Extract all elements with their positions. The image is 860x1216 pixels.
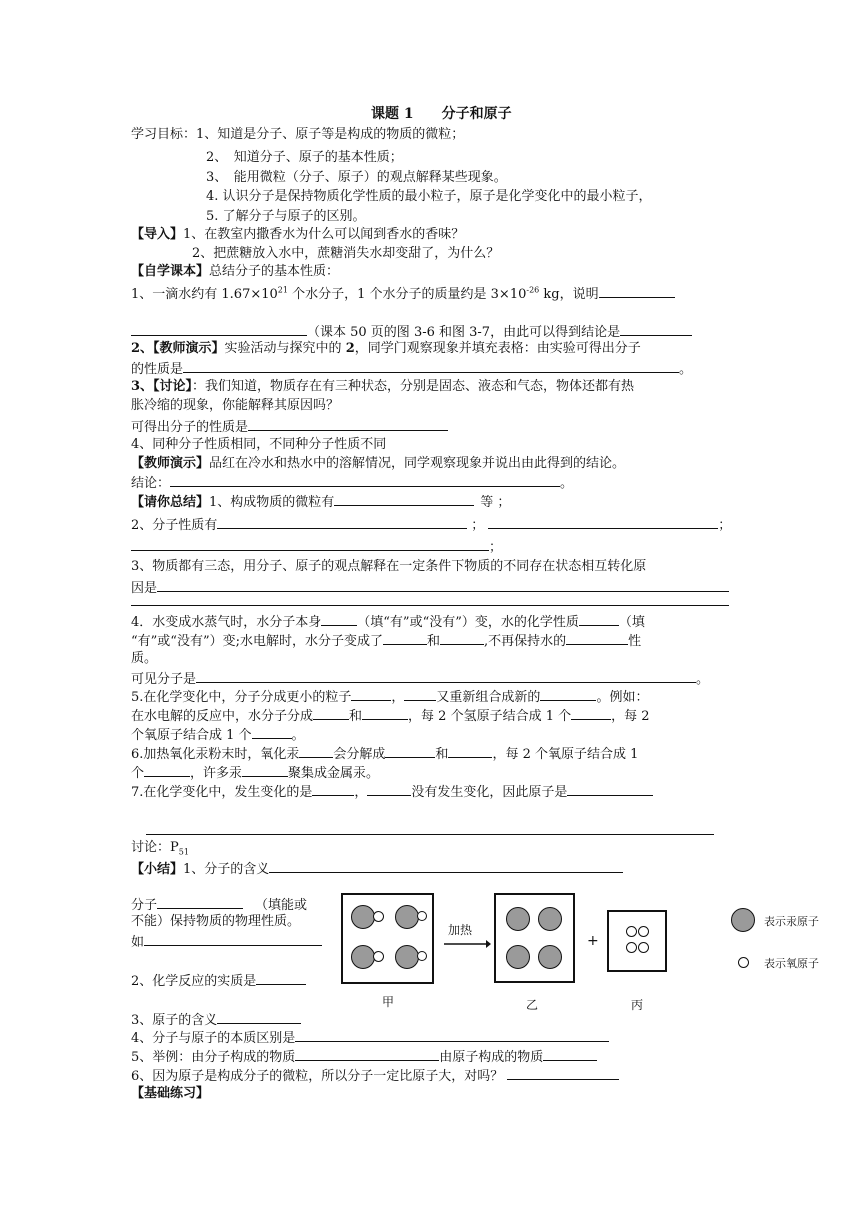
blank-item-1-a[interactable]	[599, 285, 675, 298]
mercury-atom	[506, 945, 530, 969]
selfstudy-tag: 【自学课本】	[131, 264, 210, 279]
blank-q5-c[interactable]	[540, 688, 596, 701]
q4-text-f: ,不再保持水的	[483, 634, 567, 649]
q7-text-c: 没有发生变化，因此原子是	[411, 785, 568, 800]
q7-text-a: 7.在化学变化中，发生变化的是	[131, 785, 313, 800]
q3-line-2	[131, 579, 729, 597]
item-1-text-b: 个水分子，1 个水分子的质量约是 3×10	[287, 287, 527, 302]
demo2-line	[131, 456, 625, 472]
q6-text-b: 会分解成	[333, 747, 386, 762]
item-3-tag: 3、【讨论】	[131, 379, 193, 394]
fig-text-line-3	[131, 933, 322, 951]
blank-q6-e[interactable]	[242, 764, 288, 777]
blank-item-1-c[interactable]	[620, 323, 692, 336]
mercury-atom	[351, 905, 375, 929]
props-line-2	[131, 538, 502, 556]
blank-props-c[interactable]	[131, 538, 489, 551]
q4-text-e: 和	[426, 634, 440, 649]
discuss-line	[131, 840, 189, 856]
goals-lead: 学习目标：	[131, 127, 197, 142]
q5-text-h: ，每 2	[611, 709, 650, 724]
q4-text-d: “有”或“没有”）变;水电解时，水分子变成了	[131, 634, 383, 649]
blank-summary[interactable]	[334, 493, 474, 506]
goal-3: 3、 能用微粒（分子、原子）的观点解释某些现象。	[206, 170, 507, 185]
q5-text-c: 又重新组合成新的	[436, 690, 541, 705]
fig-text-line-4	[131, 972, 306, 990]
item-1-exp2: -26	[526, 285, 540, 295]
q6-text-a: 6.加热氧化汞粉末时，氧化汞	[131, 747, 300, 762]
fig-text-b: （填能或	[255, 898, 308, 913]
figure-box-bing	[607, 910, 667, 972]
legend-oxygen-icon	[738, 957, 749, 968]
q5-line-3	[131, 726, 305, 744]
q5-end: 。	[291, 728, 305, 743]
blank-q4-c[interactable]	[383, 632, 427, 645]
blank-q7-c[interactable]	[567, 783, 653, 796]
q5-text-i: 个氧原子结合成 1 个	[131, 728, 252, 743]
q4-end: 。	[696, 672, 710, 687]
tail-line-4	[131, 1029, 609, 1047]
item-2-line	[131, 341, 641, 357]
q3-text-b: 因是	[131, 581, 158, 596]
blank-q5-f[interactable]	[571, 707, 611, 720]
fig-text-line-1	[131, 896, 307, 914]
blank-q3-rule[interactable]	[131, 605, 729, 606]
blank-q7-a[interactable]	[312, 783, 354, 796]
blank-q5-b[interactable]	[404, 688, 436, 701]
q7-line	[131, 783, 653, 801]
blank-tail-q5b[interactable]	[543, 1048, 597, 1061]
blank-q6-d[interactable]	[144, 764, 190, 777]
item-3-text-b: ：我们知道，物质存在有三种状态，分别是固态、液态和气态，物体还都有热	[192, 379, 635, 394]
blank-q7-rule[interactable]	[146, 834, 714, 835]
figure-label-bing: 丙	[631, 998, 644, 1012]
blank-q5-a[interactable]	[351, 688, 391, 701]
q3-line-1: 3、物质都有三态，用分子、原子的观点解释在一定条件下物质的不同存在状态相互转化原	[131, 559, 647, 574]
goal-2: 2、 知道分子、原子的基本性质；	[206, 150, 403, 165]
intro-tag: 【导入】	[131, 227, 184, 242]
intro-q2: 2、把蔗糖放入水中，蔗糖消失水却变甜了，为什么？	[192, 246, 500, 261]
item-3-text-c: 胀冷缩的现象，你能解释其原因吗？	[131, 398, 340, 413]
discuss-label: 讨论：P	[131, 840, 179, 855]
q4-text-a: 4．水变成水蒸气时，水分子本身	[131, 615, 322, 630]
q7-text-b: ，	[354, 785, 368, 800]
q4-text-g: 性	[628, 634, 642, 649]
oxygen-atom	[626, 942, 637, 953]
blank-item-3[interactable]	[248, 418, 448, 431]
summary-tag: 【请你总结】	[131, 495, 210, 510]
oxygen-atom	[417, 951, 427, 961]
item-3-line	[131, 379, 634, 395]
blank-item-2[interactable]	[183, 360, 679, 373]
goal-4: 4. 认识分子是保持物质化学性质的最小粒子，原子是化学变化中的最小粒子，	[206, 189, 652, 204]
q4-text-c: （填	[618, 615, 645, 630]
fig-text-e: 2、化学反应的实质是	[131, 974, 257, 989]
heat-label: 加热	[448, 923, 473, 937]
item-2-end: 。	[679, 362, 693, 377]
q5-line-2	[131, 707, 650, 725]
blank-q4-f[interactable]	[196, 670, 696, 683]
q6-line-1	[131, 745, 638, 763]
summary-text: 1、构成物质的微粒有	[209, 495, 335, 510]
plus-sign: +	[587, 933, 599, 949]
props-end: ；	[489, 540, 503, 555]
item-3-text-d: 可得出分子的性质是	[131, 420, 249, 435]
figure-box-yi	[494, 893, 575, 983]
figure-label-jia: 甲	[382, 995, 395, 1009]
item-2-line-2	[131, 360, 692, 378]
q6-text-g: 聚集成金属汞。	[288, 766, 380, 781]
page-title: 课题 1 分子和原子	[371, 106, 512, 122]
blank-q6-c[interactable]	[448, 745, 492, 758]
blank-q3[interactable]	[157, 579, 729, 592]
discuss-sub: 51	[178, 847, 189, 857]
tail-line-6	[131, 1067, 619, 1085]
q4-text-b: （填“有”或“没有”）变，水的化学性质	[357, 615, 579, 630]
q5-text-e: 在水电解的反应中，水分子分成	[131, 709, 314, 724]
summary-end: 等 ；	[480, 495, 511, 510]
mercury-atom	[395, 945, 419, 969]
figure-box-jia	[341, 893, 434, 984]
q6-text-e: 个	[131, 766, 145, 781]
oxygen-atom	[373, 951, 384, 962]
blank-q4-b[interactable]	[579, 613, 619, 626]
item-1-text-c: kg，说明	[539, 287, 599, 302]
blank-q5-d[interactable]	[313, 707, 349, 720]
summary-line	[131, 493, 510, 511]
fig-text-c: 不能）保持物质的物理性质。	[131, 914, 301, 929]
practice-heading: 【基础练习】	[131, 1086, 210, 1101]
blank-conclusion[interactable]	[170, 474, 560, 487]
mercury-atom	[506, 907, 530, 931]
q5-text-b: ，	[391, 690, 405, 705]
q5-text-g: ，每 2 个氢原子结合成 1 个	[408, 709, 572, 724]
blank-tail-q4[interactable]	[295, 1029, 609, 1042]
blank-q7-b[interactable]	[367, 783, 411, 796]
item-2-text-c: ，同学门观察现象并填充表格：由实验可得出分子	[354, 341, 641, 356]
item-2-tag: 2、【教师演示】	[131, 341, 225, 356]
blank-xiaojie[interactable]	[269, 860, 623, 873]
q4-line-4	[131, 670, 709, 688]
item-4: 4、同种分子性质相同，不同种分子性质不同	[131, 437, 387, 452]
blank-q6-a[interactable]	[299, 745, 333, 758]
tail-line-5	[131, 1048, 597, 1066]
goal-line-1	[131, 127, 464, 143]
props-sep-2: ；	[718, 518, 732, 533]
q5-line-1	[131, 688, 648, 706]
q4-line-2	[131, 632, 641, 650]
intro-line-1	[131, 227, 464, 243]
item-1-line-2	[131, 323, 692, 341]
fig-text-d: 如	[131, 935, 145, 950]
item-1-exp1: 21	[277, 285, 288, 295]
oxygen-atom	[626, 926, 637, 937]
blank-props-a[interactable]	[217, 516, 467, 529]
blank-props-b[interactable]	[488, 516, 718, 529]
q4-text-i: 可见分子是	[131, 672, 197, 687]
mercury-atom	[351, 945, 375, 969]
blank-tail-q5a[interactable]	[295, 1048, 439, 1061]
q5-text-d: 。例如：	[596, 690, 649, 705]
blank-tail-q6[interactable]	[507, 1067, 619, 1080]
q4-line-1	[131, 613, 645, 631]
item-3-line-3	[131, 418, 448, 436]
item-1-text-d: （课本 50 页的图 3-6 和图 3-7，由此可以得到结论是	[307, 325, 621, 340]
reaction-arrow-icon	[442, 938, 492, 950]
blank-fig-b[interactable]	[144, 933, 322, 946]
goal-5: 5. 了解分子与原子的区别。	[206, 209, 366, 224]
mercury-atom	[538, 945, 562, 969]
xiaojie-line	[131, 860, 623, 878]
q6-text-c: 和	[435, 747, 449, 762]
blank-q6-b[interactable]	[385, 745, 435, 758]
oxygen-atom	[417, 911, 427, 921]
oxygen-atom	[373, 911, 384, 922]
blank-q5-e[interactable]	[362, 707, 408, 720]
fig-text-a: 分子	[131, 898, 158, 913]
demo2-text: 品红在冷水和热水中的溶解情况，同学观察现象并说出由此得到的结论。	[209, 456, 626, 471]
item-1-text-a: 1、一滴水约有 1.67×10	[131, 287, 278, 302]
conclusion-end: 。	[560, 476, 574, 491]
conclusion-label: 结论：	[131, 476, 171, 491]
blank-q4-a[interactable]	[321, 613, 357, 626]
mercury-atom	[395, 905, 419, 929]
tail-q5a: 5、举例：由分子构成的物质	[131, 1050, 296, 1065]
xiaojie-text: 1、分子的含义	[183, 862, 270, 877]
item-2-text-b: 实验活动与探究中的	[224, 341, 346, 356]
blank-item-1-b[interactable]	[131, 323, 307, 336]
props-line	[131, 516, 731, 534]
blank-fig-a[interactable]	[157, 896, 243, 909]
xiaojie-tag: 【小结】	[131, 862, 184, 877]
legend-mercury-icon	[731, 908, 755, 932]
props-label: 2、分子性质有	[131, 518, 218, 533]
item-2-num: 2	[345, 341, 355, 356]
item-2-text-d: 的性质是	[131, 362, 184, 377]
oxygen-atom	[638, 942, 649, 953]
figure-label-yi: 乙	[526, 998, 539, 1012]
goal-1: 1、知道是分子、原子等是构成的物质的微粒；	[196, 127, 465, 142]
tail-q5b: 由原子构成的物质	[439, 1050, 544, 1065]
selfstudy-line	[131, 264, 339, 280]
props-sep: ；	[471, 518, 485, 533]
blank-fig-c[interactable]	[256, 972, 306, 985]
tail-q4: 4、分子与原子的本质区别是	[131, 1031, 296, 1046]
mercury-atom	[538, 907, 562, 931]
q5-text-f: 和	[349, 709, 363, 724]
q6-text-d: ，每 2 个氧原子结合成 1	[492, 747, 639, 762]
legend-mercury-label: 表示汞原子	[764, 915, 819, 928]
blank-q5-g[interactable]	[252, 726, 292, 739]
tail-line-3	[131, 1011, 301, 1029]
blank-q4-d[interactable]	[440, 632, 484, 645]
q6-text-f: ，许多汞	[190, 766, 243, 781]
blank-q4-e[interactable]	[566, 632, 628, 645]
q5-text-a: 5.在化学变化中，分子分成更小的粒子	[131, 690, 352, 705]
intro-q1: 1、在教室内撒香水为什么可以闻到香水的香味？	[183, 227, 465, 242]
oxygen-atom	[638, 926, 649, 937]
q6-line-2	[131, 764, 379, 782]
item-1-line	[131, 285, 675, 303]
demo2-tag: 【教师演示】	[131, 456, 210, 471]
tail-q3: 3、原子的含义	[131, 1013, 218, 1028]
q4-text-h: 质。	[131, 651, 158, 666]
tail-q6: 6、因为原子是构成分子的微粒，所以分子一定比原子大，对吗？	[131, 1069, 504, 1084]
legend-oxygen-label: 表示氧原子	[764, 957, 819, 970]
conclusion-line	[131, 474, 573, 492]
selfstudy-text: 总结分子的基本性质：	[209, 264, 340, 279]
blank-tail-q3[interactable]	[217, 1011, 301, 1024]
